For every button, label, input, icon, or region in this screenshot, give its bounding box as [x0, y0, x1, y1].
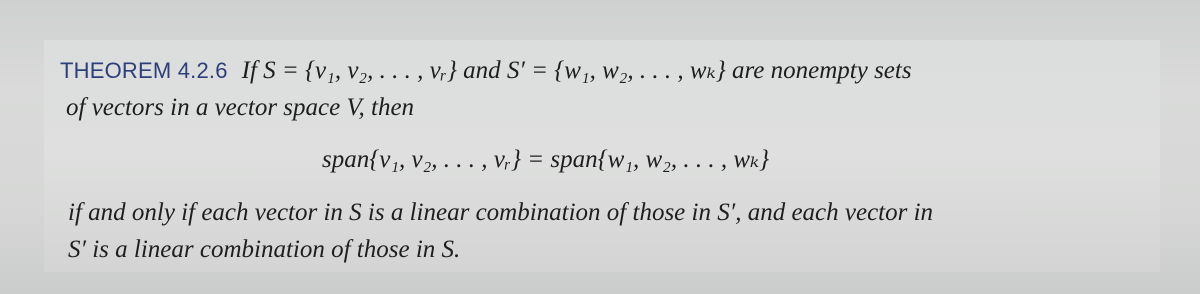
display-equation: span{v₁, v₂, . . . , vᵣ} = span{w₁, w₂, . . . , wₖ}	[322, 146, 770, 173]
theorem-line-4: if and only if each vector in S is a linear combination of those in S′, and each vector in	[68, 199, 934, 226]
theorem-line-5: S′ is a linear combination of those in S.	[68, 236, 461, 263]
theorem-line-2: of vectors in a vector space V, then	[66, 94, 415, 121]
theorem-line-1	[60, 56, 912, 86]
theorem-hypothesis: If S = {v₁, v₂, . . . , vᵣ} and S′ = {w₁, w₂, . . . , wₖ} are nonempty sets	[241, 57, 912, 84]
theorem-label: THEOREM 4.2.6	[60, 58, 228, 83]
